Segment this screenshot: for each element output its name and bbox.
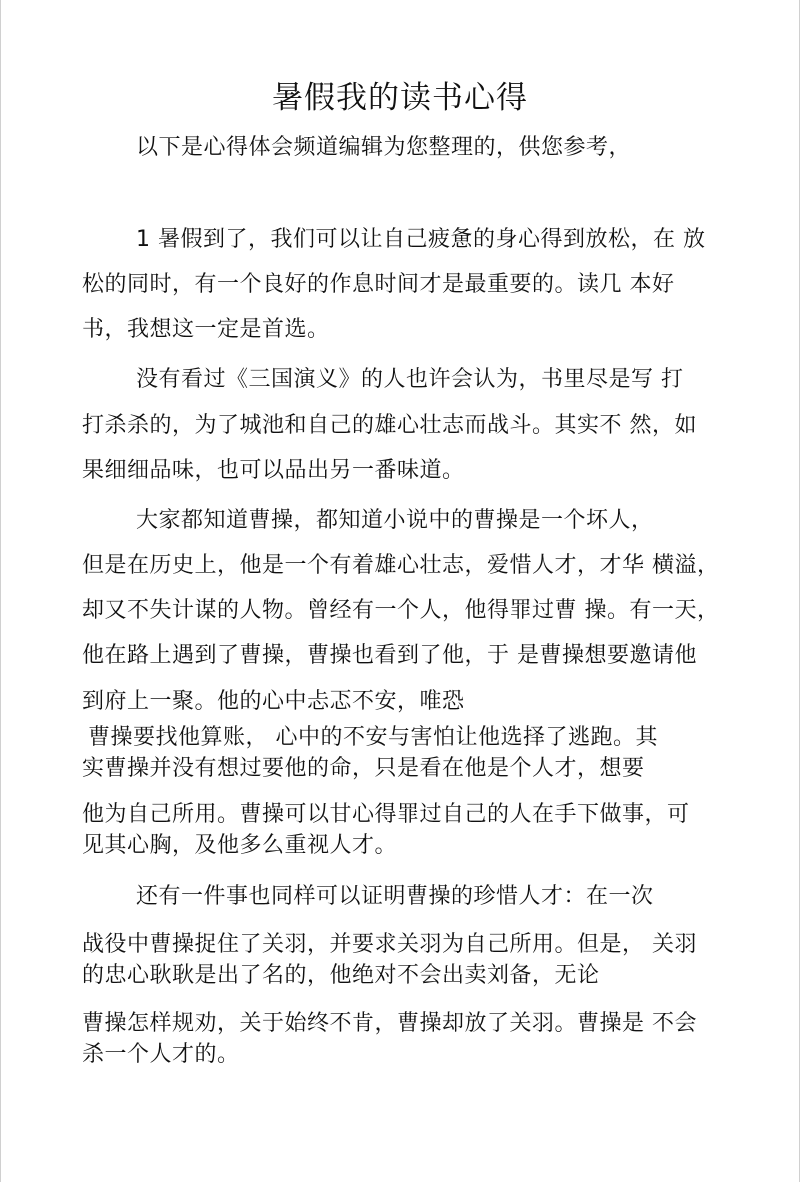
paragraph-line: 还有一件事也同样可以证明曹操的珍惜人才：在一次	[136, 884, 654, 909]
paragraph-line: 松的同时，有一个良好的作息时间才是最重要的。读几 本好	[82, 272, 675, 297]
paragraph-line: 曹操要找他算账， 心中的不安与害怕让他选择了逃跑。其	[88, 725, 658, 750]
paragraph-line: 却又不失计谋的人物。曾经有一个人，他得罪过曹 操。有一天，	[82, 598, 720, 623]
paragraph-line: 他在路上遇到了曹操，曹操也看到了他，于 是曹操想要邀请他	[82, 643, 697, 668]
intro-line: 以下是心得体会频道编辑为您整理的，供您参考，	[136, 135, 632, 160]
paragraph-line: 到府上一聚。他的心中忐忑不安，唯恐	[82, 689, 465, 714]
paragraph-line: 实曹操并没有想过要他的命，只是看在他是个人才，想要	[82, 756, 645, 781]
paragraph-line: 曹操怎样规劝，关于始终不肯，曹操却放了关羽。曹操是 不会	[82, 1011, 697, 1036]
paragraph-line: 1 暑假到了，我们可以让自己疲惫的身心得到放松，在 放	[136, 227, 706, 252]
paragraph-line: 见其心胸，及他多么重视人才。	[82, 833, 398, 858]
paragraph-line: 打杀杀的，为了城池和自己的雄心壮志而战斗。其实不 然，如	[82, 413, 697, 438]
paragraph-line: 没有看过《三国演义》的人也许会认为，书里尽是写 打	[136, 367, 684, 392]
document-title: 暑假我的读书心得	[272, 80, 528, 116]
paragraph-line: 书，我想这一定是首选。	[82, 317, 330, 342]
paragraph-line: 大家都知道曹操，都知道小说中的曹操是一个坏人，	[136, 508, 654, 533]
paragraph-line: 战役中曹操捉住了关羽，并要求关羽为自己所用。但是， 关羽	[82, 932, 697, 957]
paragraph-line: 果细细品味，也可以品出另一番味道。	[82, 458, 465, 483]
paragraph-line: 的忠心耿耿是出了名的，他绝对不会出卖刘备，无论	[82, 963, 600, 988]
paragraph-line: 他为自己所用。曹操可以甘心得罪过自己的人在手下做事，可	[82, 802, 690, 827]
paragraph-line: 杀一个人才的。	[82, 1042, 240, 1067]
paragraph-line: 但是在历史上，他是一个有着雄心壮志，爱惜人才，才华 横溢，	[82, 553, 720, 578]
